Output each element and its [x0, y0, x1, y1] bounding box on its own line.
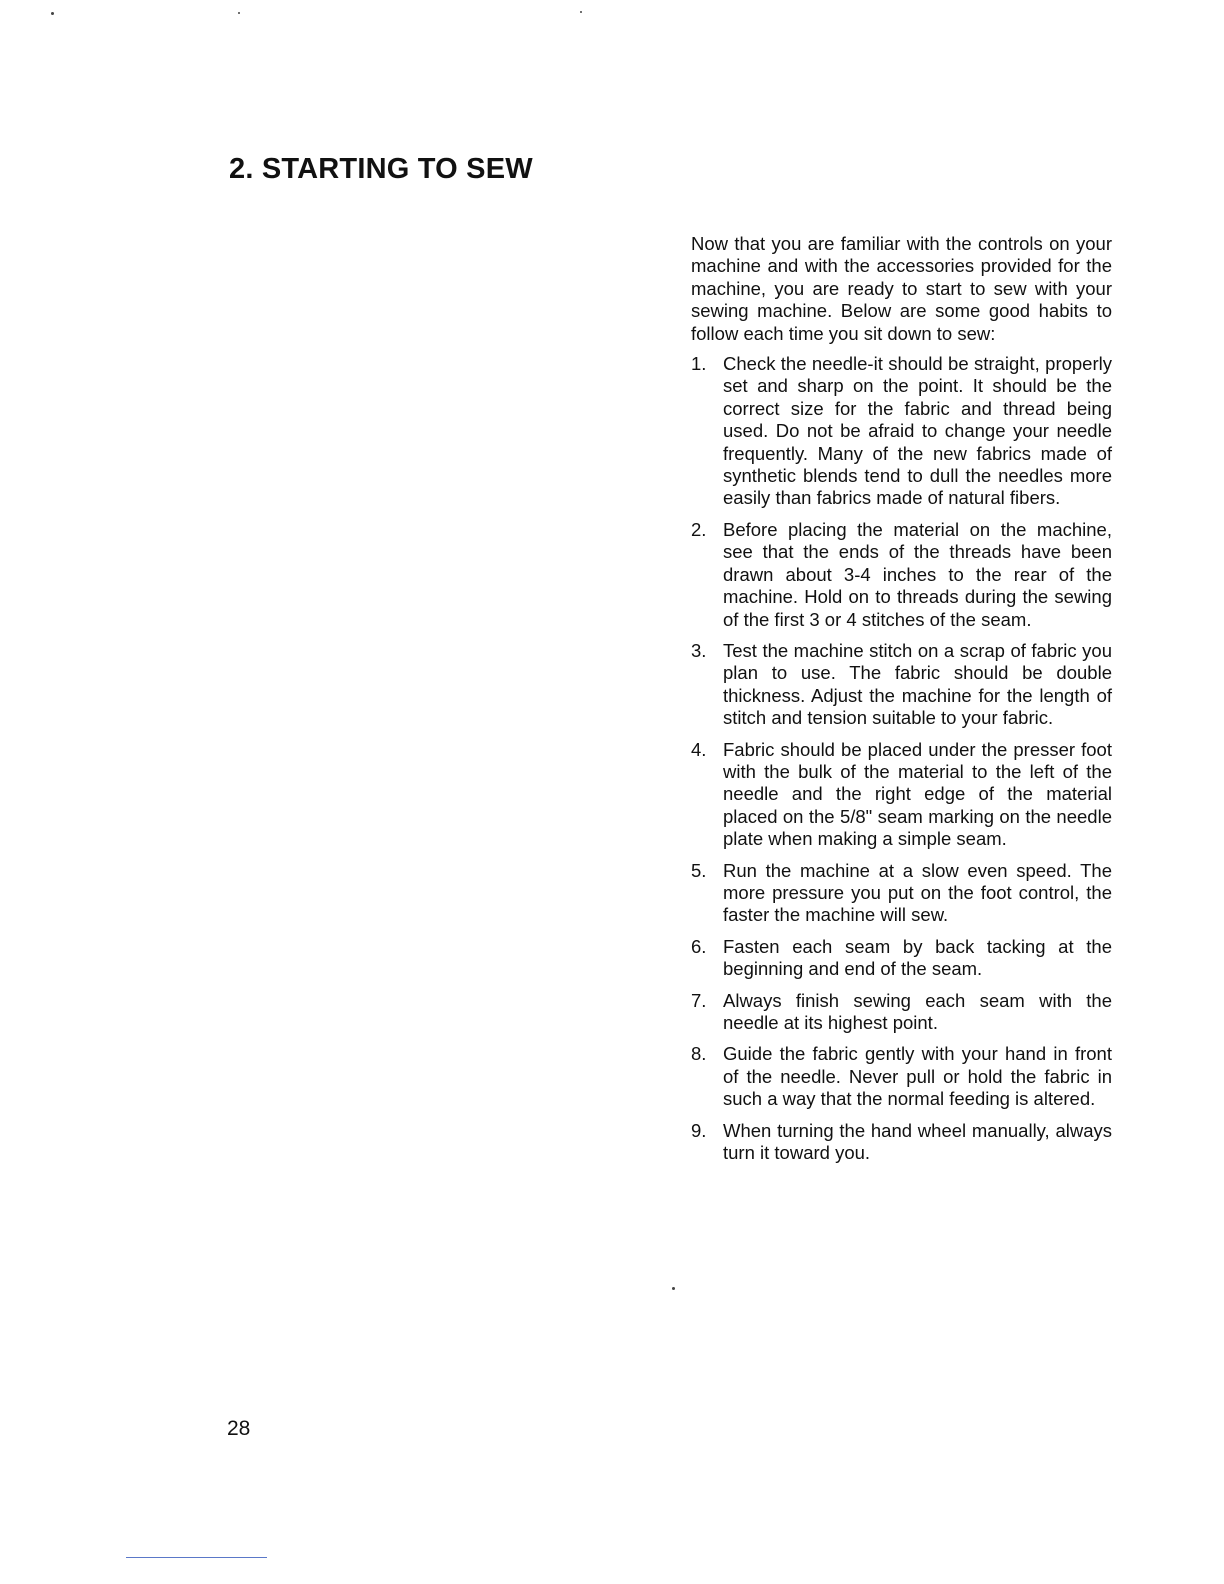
- list-item-number: 1.: [691, 353, 707, 375]
- list-item-text: Test the machine stitch on a scrap of fabric you plan to use. The fabric should be double thickness. Adjust the machine for the length of stitch and tension suitable to your fabric.: [723, 639, 1112, 729]
- list-item-number: 7.: [691, 989, 707, 1011]
- habits-list: [691, 353, 1112, 1164]
- list-item-number: 3.: [691, 639, 707, 661]
- scan-speck: [672, 1287, 675, 1290]
- list-item: [691, 519, 1112, 631]
- list-item-number: 8.: [691, 1043, 707, 1065]
- list-item-text: Guide the fabric gently with your hand in front of the needle. Never pull or hold the fabric in such a way that the normal feeding is altered.: [723, 1043, 1112, 1110]
- list-item-text: Always finish sewing each seam with the needle at its highest point.: [723, 989, 1112, 1033]
- list-item-text: Fasten each seam by back tacking at the beginning and end of the seam.: [723, 935, 1112, 980]
- intro-paragraph: Now that you are familiar with the controls on your machine and with the accessories provided for the machine, you are ready to start to sew with your sewing machine. Below are some good habits to follow each time you sit down to sew:: [691, 233, 1112, 344]
- list-item-text: Run the machine at a slow even speed. The more pressure you put on the foot control, the faster the machine will sew.: [723, 859, 1112, 926]
- list-item-text: Before placing the material on the machine, see that the ends of the threads have been drawn about 3-4 inches to the rear of the machine. Hold on to threads during the sewing of the first 3 or 4 stitches of the seam.: [723, 518, 1112, 630]
- list-item: [691, 860, 1112, 927]
- bottom-divider: [126, 1557, 267, 1558]
- list-item: [691, 640, 1112, 730]
- list-item-number: 5.: [691, 859, 707, 881]
- list-item: [691, 739, 1112, 851]
- main-text-column: [691, 233, 1112, 1173]
- list-item-number: 9.: [691, 1119, 707, 1141]
- scan-speck: [51, 12, 54, 15]
- list-item: [691, 1043, 1112, 1110]
- list-item-number: 4.: [691, 738, 707, 760]
- list-item-number: 6.: [691, 935, 707, 957]
- list-item-text: Check the needle-it should be straight, properly set and sharp on the point. It should be the correct size for the fabric and thread being used. Do not be afraid to change your needle frequently. Many of the new fabrics made of synthetic blends tend to dull the needles more easily than fabrics made of natural fibers.: [723, 353, 1112, 509]
- list-item-text: When turning the hand wheel manually, always turn it toward you.: [723, 1119, 1112, 1164]
- list-item: [691, 1120, 1112, 1165]
- list-item: [691, 936, 1112, 981]
- scan-speck: [580, 11, 582, 13]
- page-number: 28: [227, 1417, 251, 1440]
- list-item: [691, 353, 1112, 510]
- page-title: 2. STARTING TO SEW: [229, 153, 533, 185]
- list-item: [691, 990, 1112, 1035]
- scan-speck: [238, 12, 240, 14]
- list-item-text: Fabric should be placed under the presser foot with the bulk of the material to the left of the needle and the right edge of the material placed on the 5/8" seam marking on the needle plate when making a simple seam.: [723, 738, 1112, 850]
- list-item-number: 2.: [691, 518, 707, 540]
